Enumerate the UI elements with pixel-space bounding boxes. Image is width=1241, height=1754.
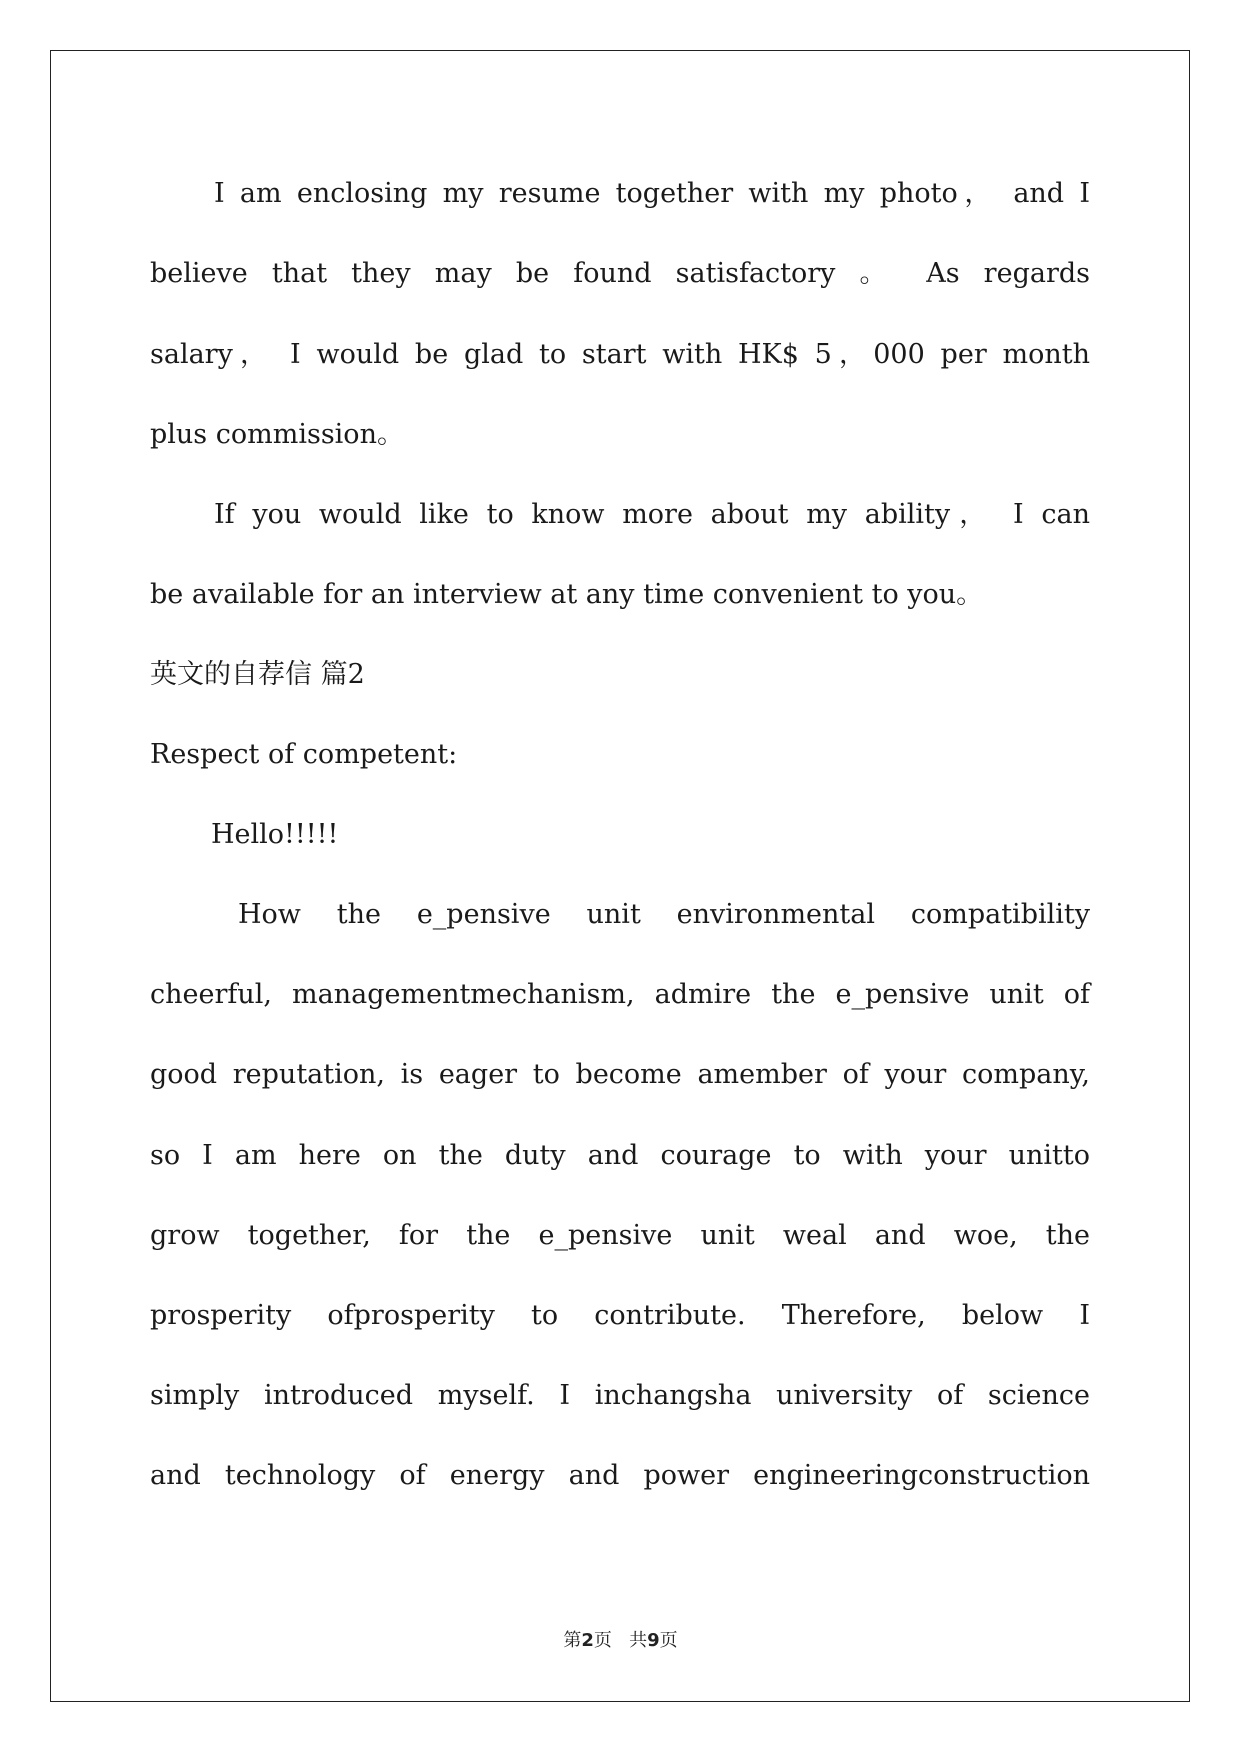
paragraph-line-17: and technology of energy and power engineeringconstruction: [150, 1460, 1090, 1491]
paragraph-line-4: plus commission。: [150, 419, 404, 450]
paragraph-line-13: so I am here on the duty and courage to with your unitto: [150, 1140, 1090, 1171]
paragraph-line-11: cheerful, managementmechanism, admire the e_pensive unit of: [150, 979, 1090, 1010]
footer-prefix: 第: [563, 1630, 582, 1651]
current-page-number: 2: [581, 1630, 594, 1651]
greeting: Hello!!!!!: [211, 819, 339, 850]
paragraph-line-15: prosperity ofprosperity to contribute. Therefore, below I: [150, 1300, 1090, 1331]
total-page-number: 9: [647, 1630, 660, 1651]
paragraph-line-2: believe that they may be found satisfactory 。 As regards: [150, 258, 1090, 289]
paragraph-line-16: simply introduced myself. I inchangsha university of science: [150, 1380, 1090, 1411]
salutation: Respect of competent:: [150, 739, 458, 770]
footer-middle: 页 共: [593, 1630, 648, 1651]
paragraph-line-6: be available for an interview at any time convenient to you。: [150, 579, 984, 610]
paragraph-line-12: good reputation, is eager to become amember of your company,: [150, 1059, 1090, 1090]
paragraph-line-3: salary， I would be glad to start with HK$ 5，000 per month: [150, 339, 1090, 370]
paragraph-line-5: If you would like to know more about my ability， I can: [214, 499, 1090, 530]
paragraph-line-10: How the e_pensive unit environmental compatibility: [238, 899, 1090, 930]
page-frame: [50, 50, 1190, 1702]
section-heading: 英文的自荐信 篇2: [150, 659, 365, 690]
paragraph-line-14: grow together, for the e_pensive unit weal and woe, the: [150, 1220, 1090, 1251]
footer-suffix: 页: [659, 1630, 678, 1651]
paragraph-line-1: I am enclosing my resume together with my photo， and I: [214, 178, 1090, 209]
page-footer: [0, 1626, 1241, 1652]
